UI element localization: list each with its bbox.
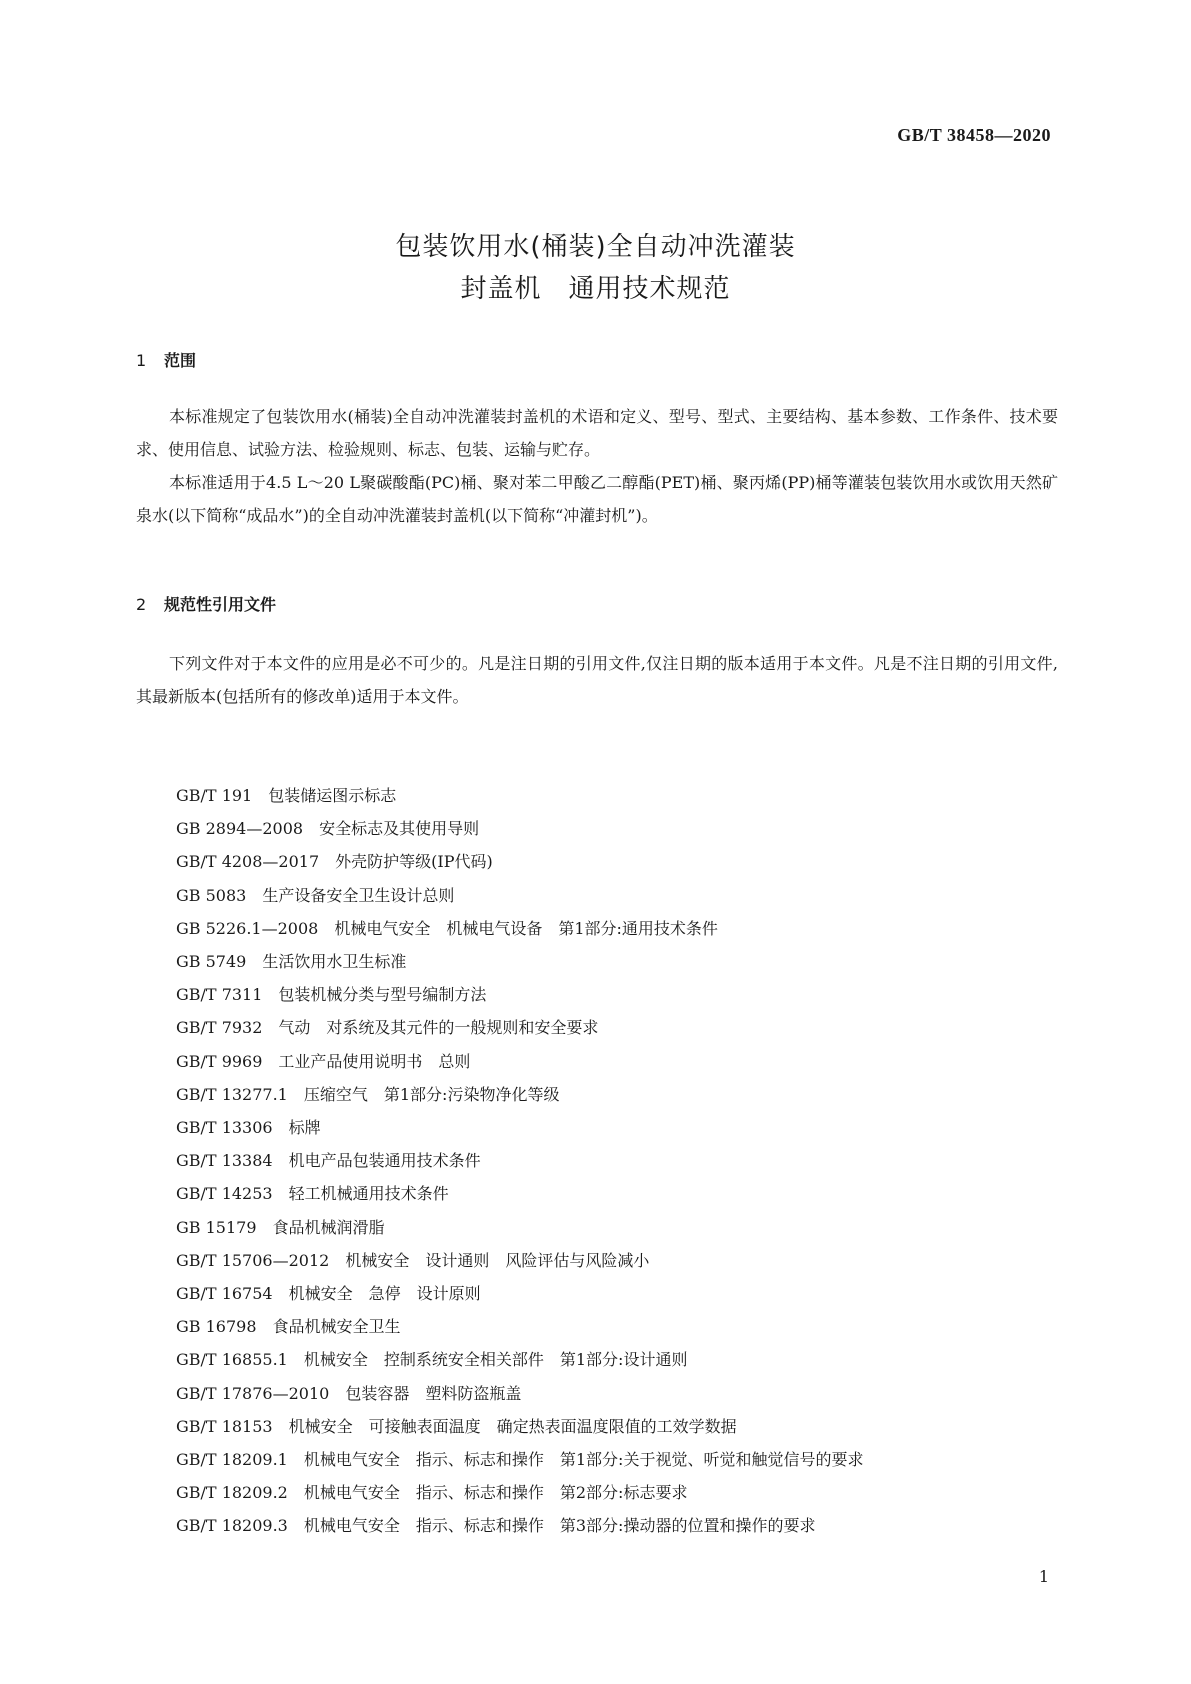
reference-item — [176, 1111, 863, 1144]
reference-item — [176, 945, 863, 978]
reference-title: 生活饮用水卫生标准 — [262, 952, 407, 972]
reference-code: GB/T 7311 — [176, 985, 263, 1005]
reference-code: GB/T 7932 — [176, 1018, 263, 1038]
reference-item — [176, 879, 863, 912]
section-2-intro: 下列文件对于本文件的应用是必不可少的。凡是注日期的引用文件,仅注日期的版本适用于本文件。凡是不注日期的引用文件,其最新版本(包括所有的修改单)适用于本文件。 — [136, 654, 1058, 706]
reference-title: 压缩空气 第1部分:污染物净化等级 — [303, 1084, 560, 1104]
section-1-paragraph-1: 本标准规定了包装饮用水(桶装)全自动冲洗灌装封盖机的术语和定义、型号、型式、主要结构、基本参数、工作条件、技术要求、使用信息、试验方法、检验规则、标志、包装、运输与贮存。 — [136, 407, 1058, 459]
section-2-heading — [136, 592, 276, 615]
reference-code: GB 5226.1—2008 — [176, 918, 319, 938]
reference-item — [176, 1244, 863, 1277]
reference-item — [176, 1078, 863, 1111]
reference-code: GB/T 191 — [176, 786, 253, 805]
section-1-paragraph-2: 本标准适用于4.5 L～20 L聚碳酸酯(PC)桶、聚对苯二甲酸乙二醇酯(PET)桶、聚丙烯(PP)桶等灌装包装饮用水或饮用天然矿泉水(以下简称“成品水”)的全自动冲洗灌装封盖机(以下简称“冲灌封机”)。 — [136, 473, 1058, 525]
reference-title: 机械安全 控制系统安全相关部件 第1部分:设计通则 — [303, 1350, 688, 1370]
reference-title: 机械安全 可接触表面温度 确定热表面温度限值的工效学数据 — [288, 1416, 737, 1436]
reference-code: GB/T 14253 — [176, 1184, 273, 1204]
reference-code: GB 5749 — [176, 952, 247, 972]
reference-item — [176, 912, 863, 945]
reference-item — [176, 1310, 863, 1343]
reference-title: 包装储运图示标志 — [268, 786, 397, 805]
reference-code: GB/T 13384 — [176, 1151, 273, 1171]
reference-item — [176, 1343, 863, 1376]
reference-code: GB/T 17876—2010 — [176, 1383, 330, 1403]
reference-item — [176, 978, 863, 1011]
section-1-heading — [136, 348, 196, 371]
reference-title: 机械电气安全 指示、标志和操作 第1部分:关于视觉、听觉和触觉信号的要求 — [303, 1450, 864, 1470]
reference-title: 包装机械分类与型号编制方法 — [278, 985, 487, 1005]
reference-code: GB/T 16855.1 — [176, 1350, 288, 1370]
section-number: 1 — [136, 351, 147, 370]
section-title: 范围 — [164, 351, 197, 370]
reference-title: 包装容器 塑料防盗瓶盖 — [345, 1383, 522, 1403]
reference-code: GB/T 13306 — [176, 1118, 273, 1138]
reference-item — [176, 1443, 863, 1476]
reference-item — [176, 1211, 863, 1244]
reference-code: GB/T 15706—2012 — [176, 1250, 330, 1270]
reference-title: 外壳防护等级(IP代码) — [335, 852, 493, 872]
reference-code: GB/T 16754 — [176, 1284, 273, 1304]
reference-title: 食品机械安全卫生 — [272, 1317, 401, 1337]
reference-title: 机械安全 急停 设计原则 — [288, 1284, 481, 1304]
reference-code: GB/T 18209.1 — [176, 1450, 288, 1470]
reference-code: GB/T 18153 — [176, 1416, 273, 1436]
reference-item — [176, 1177, 863, 1210]
reference-code: GB/T 4208—2017 — [176, 852, 320, 872]
reference-code: GB/T 18209.3 — [176, 1516, 288, 1536]
reference-item — [176, 1377, 863, 1410]
reference-title: 机械电气安全 机械电气设备 第1部分:通用技术条件 — [334, 918, 718, 938]
reference-list — [176, 779, 863, 1543]
title-line-2: 封盖机 通用技术规范 — [460, 274, 731, 304]
reference-code: GB/T 18209.2 — [176, 1483, 288, 1503]
reference-item — [176, 1509, 863, 1542]
reference-item — [176, 1410, 863, 1443]
reference-title: 生产设备安全卫生设计总则 — [262, 885, 455, 905]
reference-code: GB 5083 — [176, 885, 247, 905]
reference-code: GB/T 13277.1 — [176, 1084, 288, 1104]
reference-title: 机械电气安全 指示、标志和操作 第2部分:标志要求 — [303, 1483, 688, 1503]
section-title: 规范性引用文件 — [164, 595, 277, 614]
reference-code: GB 2894—2008 — [176, 819, 304, 839]
reference-code: GB/T 9969 — [176, 1051, 263, 1071]
section-number: 2 — [136, 595, 147, 614]
reference-item — [176, 1277, 863, 1310]
reference-item — [176, 1011, 863, 1044]
reference-item — [176, 1144, 863, 1177]
standard-code: GB/T 38458—2020 — [897, 125, 1051, 145]
reference-title: 机械电气安全 指示、标志和操作 第3部分:操动器的位置和操作的要求 — [303, 1516, 816, 1536]
reference-item — [176, 1045, 863, 1078]
reference-item — [176, 845, 863, 878]
reference-title: 气动 对系统及其元件的一般规则和安全要求 — [278, 1018, 599, 1038]
reference-title: 食品机械润滑脂 — [272, 1217, 385, 1237]
reference-item — [176, 779, 863, 812]
reference-title: 机械安全 设计通则 风险评估与风险减小 — [345, 1250, 650, 1270]
reference-code: GB 16798 — [176, 1317, 257, 1337]
reference-title: 机电产品包装通用技术条件 — [288, 1151, 481, 1171]
reference-title: 标牌 — [288, 1118, 321, 1138]
reference-item — [176, 1476, 863, 1509]
reference-title: 轻工机械通用技术条件 — [288, 1184, 449, 1204]
reference-item — [176, 812, 863, 845]
title-line-1: 包装饮用水(桶装)全自动冲洗灌装 — [395, 232, 796, 262]
reference-title: 工业产品使用说明书 总则 — [278, 1051, 471, 1071]
document-title — [0, 226, 1191, 310]
reference-code: GB 15179 — [176, 1217, 257, 1237]
reference-title: 安全标志及其使用导则 — [319, 819, 480, 839]
page-number: 1 — [1038, 1567, 1049, 1586]
